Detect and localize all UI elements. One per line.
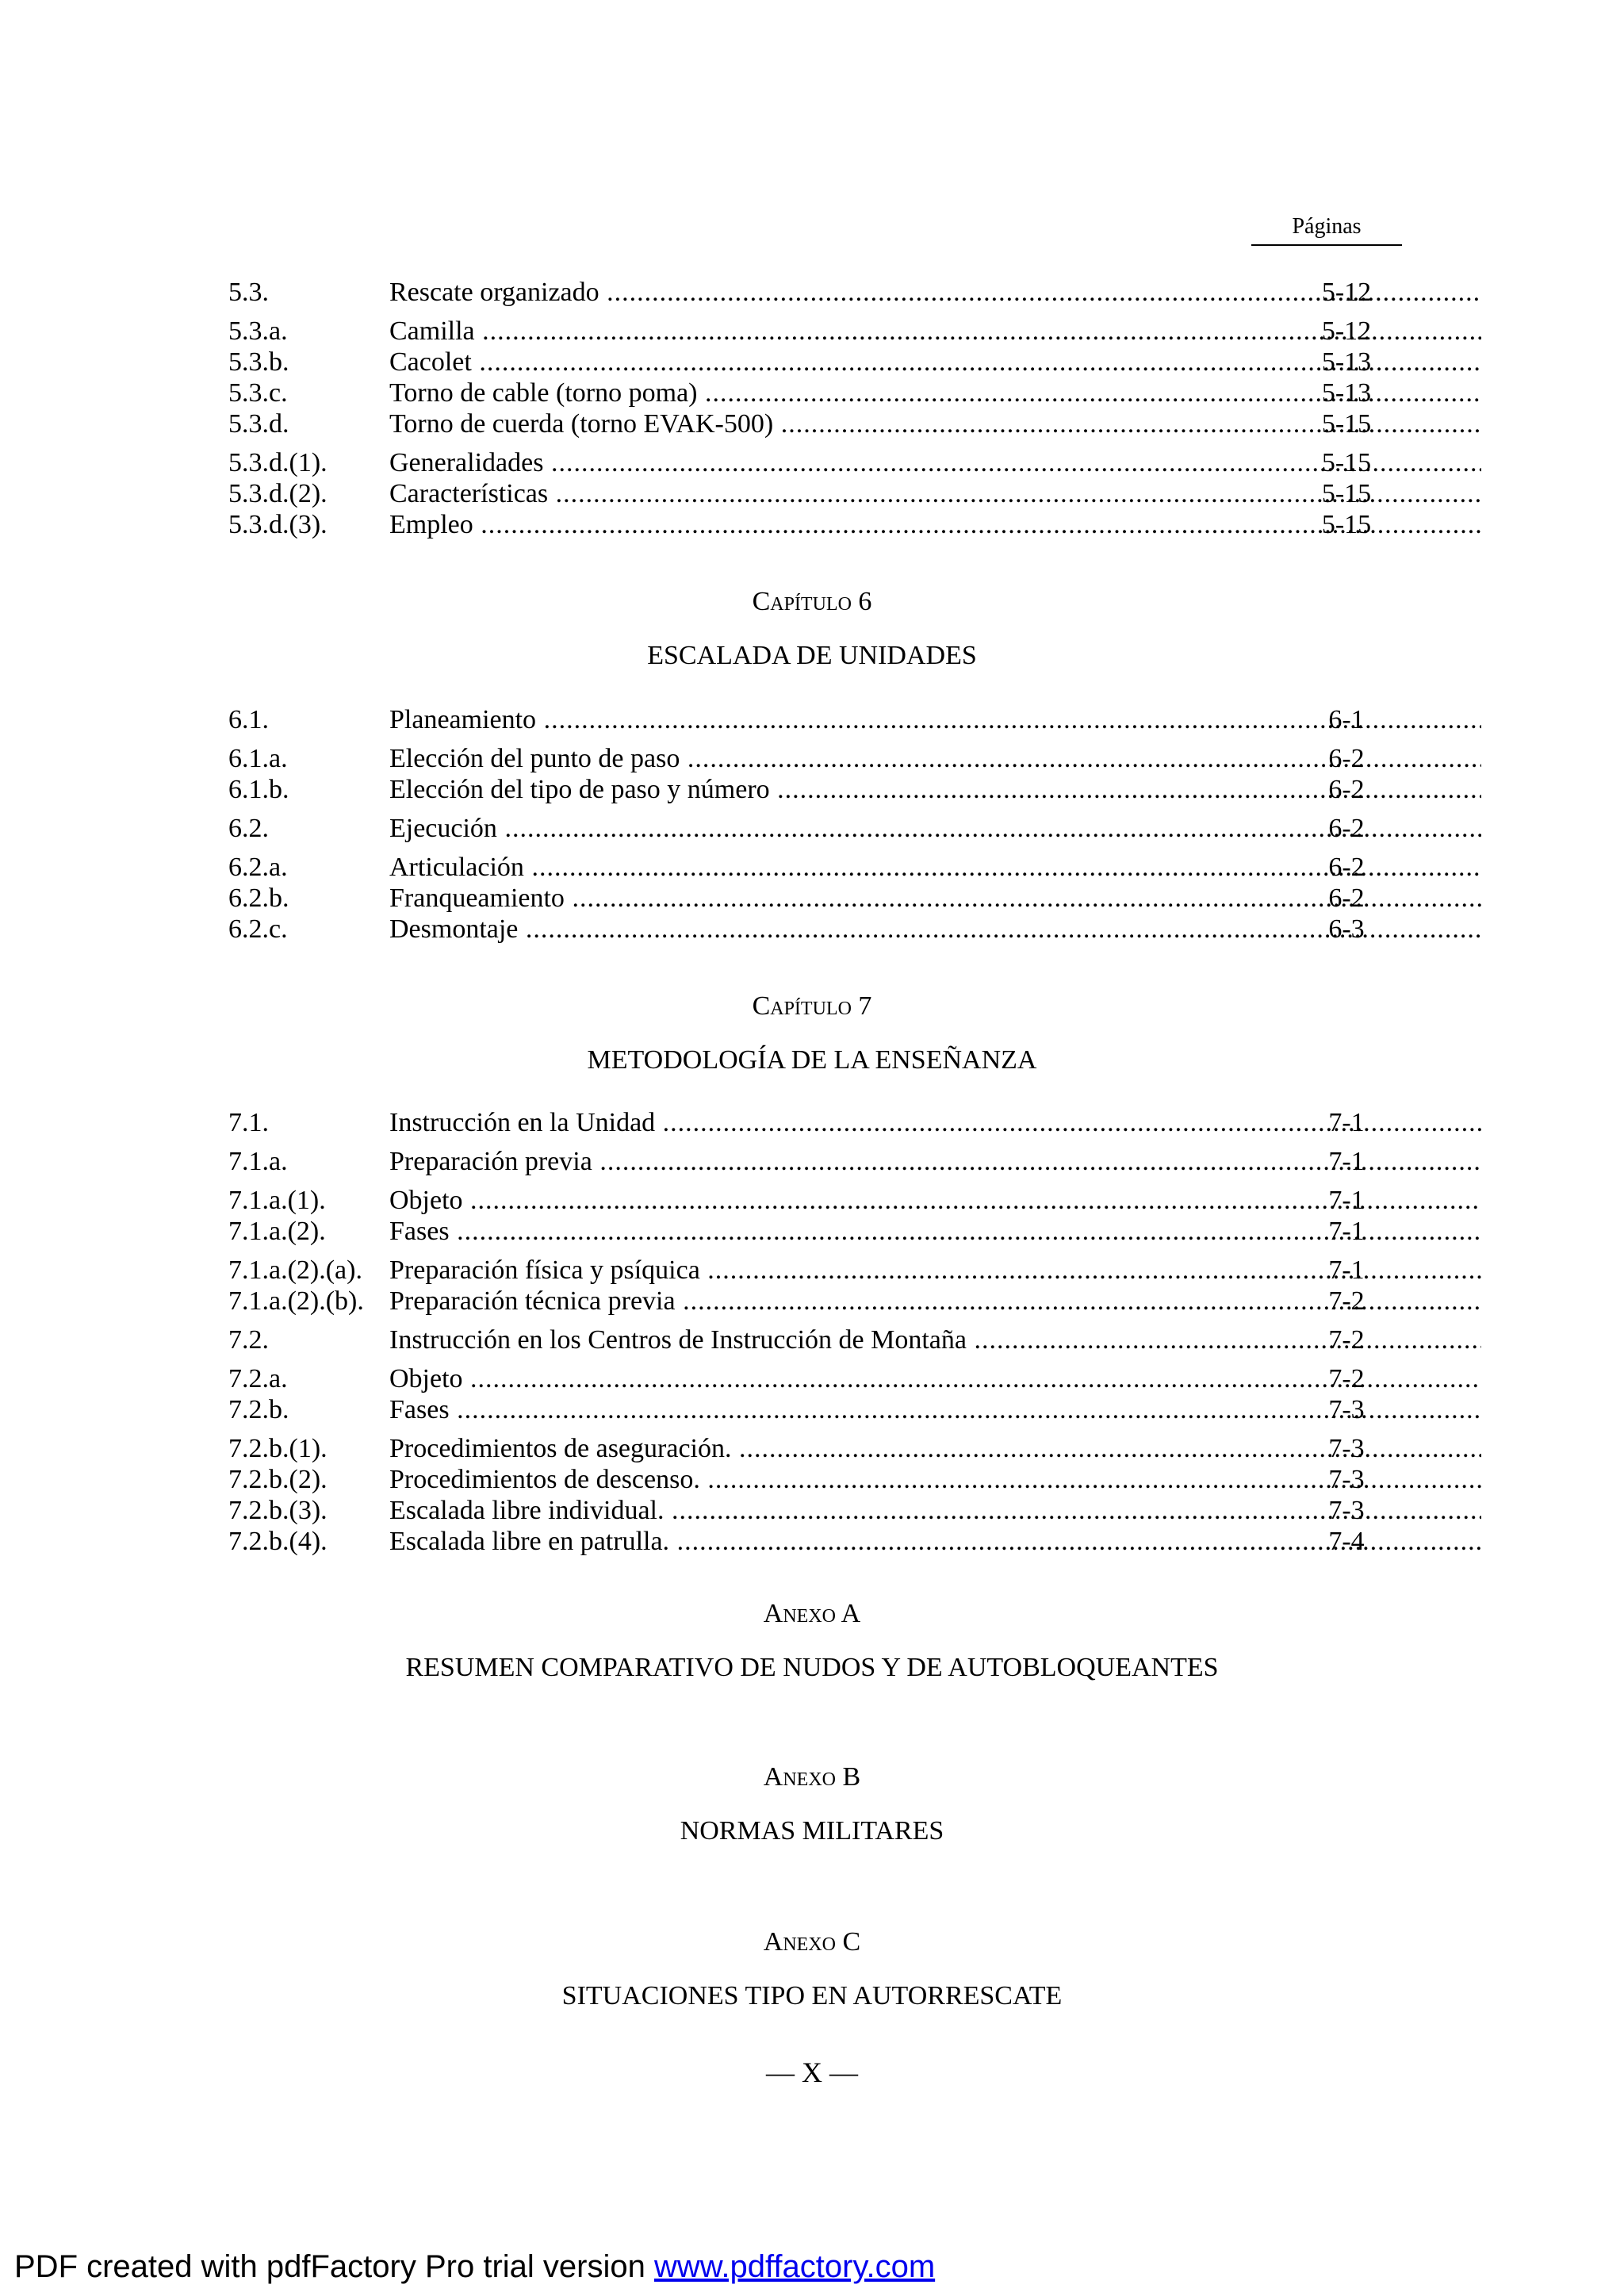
entry-page: 5-15 — [1321, 409, 1372, 439]
entry-page: 5-15 — [1321, 479, 1372, 508]
entry-title: Objeto ..... — [389, 1185, 1481, 1216]
entry-title: Fases ..... — [389, 1216, 1481, 1247]
entry-title: Preparación técnica previa ..... — [389, 1286, 1481, 1317]
entry-page: 7-3 — [1328, 1434, 1365, 1463]
entry-number: 5.3.c. — [228, 378, 288, 408]
toc-entry — [228, 1255, 1378, 1286]
entry-page: 6-2 — [1328, 744, 1365, 773]
entry-page: 7-4 — [1328, 1527, 1365, 1556]
entry-title: Generalidades ..... — [389, 447, 1481, 478]
entry-page: 7-1 — [1328, 1186, 1365, 1215]
toc-entry — [228, 478, 1378, 509]
entry-number: 6.1.b. — [228, 775, 289, 804]
entry-title: Escalada libre en patrulla. ..... — [389, 1526, 1481, 1557]
entry-page: 5-12 — [1321, 278, 1372, 307]
entry-number: 6.2.c. — [228, 914, 288, 944]
toc-block-5 — [228, 277, 1378, 540]
toc-entry — [228, 1526, 1378, 1557]
toc-entry — [228, 1185, 1378, 1216]
entry-title: Elección del tipo de paso y número ..... — [389, 774, 1481, 805]
entry-number: 5.3.b. — [228, 347, 289, 377]
toc-entry — [228, 1216, 1378, 1247]
toc-entry — [228, 1464, 1378, 1495]
entry-number: 7.1.a.(2). — [228, 1217, 326, 1246]
toc-entry — [228, 852, 1378, 883]
annex-title: NORMAS MILITARES — [680, 1816, 944, 1846]
toc-entry — [228, 813, 1378, 844]
toc-block-7 — [228, 1107, 1378, 1557]
entry-title: Preparación física y psíquica ..... — [389, 1255, 1481, 1286]
entry-number: 5.3. — [228, 278, 269, 307]
entry-number: 7.1.a.(2).(a). — [228, 1255, 362, 1285]
footer-text: PDF created with pdfFactory Pro trial version — [14, 2249, 654, 2284]
chapter-title: METODOLOGÍA DE LA ENSEÑANZA — [587, 1045, 1037, 1075]
entry-number: 7.2.b.(4). — [228, 1527, 327, 1556]
entry-number: 5.3.a. — [228, 316, 288, 346]
entry-number: 5.3.d. — [228, 409, 289, 439]
pdf-footer — [14, 2249, 935, 2285]
entry-number: 7.2.b.(2). — [228, 1465, 327, 1494]
entry-title: Planeamiento ..... — [389, 704, 1481, 735]
chapter-title: ESCALADA DE UNIDADES — [647, 641, 977, 670]
entry-page: 5-15 — [1321, 510, 1372, 539]
toc-entry — [228, 408, 1378, 439]
entry-page: 6-2 — [1328, 814, 1365, 843]
entry-title: Cacolet ..... — [389, 347, 1481, 378]
entry-page: 7-1 — [1328, 1147, 1365, 1176]
entry-page: 7-3 — [1328, 1465, 1365, 1494]
entry-title: Instrucción en los Centros de Instrucción de Montaña ..... — [389, 1324, 1481, 1355]
entry-title: Camilla ..... — [389, 316, 1481, 347]
entry-title: Torno de cuerda (torno EVAK-500) ..... — [389, 408, 1481, 439]
footer-link[interactable]: www.pdffactory.com — [653, 2249, 936, 2284]
entry-title: Rescate organizado ..... — [389, 277, 1481, 308]
entry-title: Empleo ..... — [389, 509, 1481, 540]
entry-number: 7.1.a.(1). — [228, 1186, 326, 1215]
entry-number: 6.2.a. — [228, 853, 288, 882]
entry-number: 7.2. — [228, 1325, 269, 1355]
entry-page: 7-2 — [1328, 1325, 1365, 1355]
annex-title: SITUACIONES TIPO EN AUTORRESCATE — [561, 1981, 1063, 2010]
entry-page: 7-1 — [1328, 1217, 1365, 1246]
annex-label: Anexo B — [763, 1762, 861, 1792]
entry-title: Franqueamiento ..... — [389, 883, 1481, 914]
entry-number: 7.2.b. — [228, 1395, 289, 1424]
toc-entry — [228, 1495, 1378, 1526]
entry-number: 7.2.a. — [228, 1364, 288, 1393]
entry-title: Torno de cable (torno poma) ..... — [389, 378, 1481, 408]
entry-number: 7.1.a. — [228, 1147, 288, 1176]
toc-entry — [228, 743, 1378, 774]
entry-number: 7.2.b.(3). — [228, 1496, 327, 1525]
entry-title: Objeto ..... — [389, 1363, 1481, 1394]
entry-number: 7.1.a.(2).(b). — [228, 1286, 364, 1316]
entry-page: 5-13 — [1321, 347, 1372, 377]
annex-title: RESUMEN COMPARATIVO DE NUDOS Y DE AUTOBLOQUEANTES — [405, 1653, 1219, 1682]
entry-title: Procedimientos de aseguración. ..... — [389, 1433, 1481, 1464]
entry-title: Instrucción en la Unidad ..... — [389, 1107, 1481, 1138]
annex-label: Anexo A — [763, 1599, 861, 1628]
entry-page: 7-2 — [1328, 1364, 1365, 1393]
entry-title: Articulación ..... — [389, 852, 1481, 883]
annex-label: Anexo C — [763, 1927, 861, 1957]
toc-entry — [228, 1394, 1378, 1425]
toc-block-6 — [228, 704, 1378, 945]
entry-number: 6.1. — [228, 705, 269, 734]
entry-page: 5-13 — [1321, 378, 1372, 408]
entry-number: 6.2. — [228, 814, 269, 843]
entry-title: Escalada libre individual. ..... — [389, 1495, 1481, 1526]
entry-page: 6-2 — [1328, 775, 1365, 804]
toc-entry — [228, 1286, 1378, 1317]
entry-number: 7.2.b.(1). — [228, 1434, 327, 1463]
entry-page: 5-12 — [1321, 316, 1372, 346]
toc-entry — [228, 447, 1378, 478]
toc-entry — [228, 1363, 1378, 1394]
chapter-label: Capítulo 7 — [752, 991, 872, 1021]
paginas-header: Páginas — [1251, 214, 1402, 246]
toc-entry — [228, 509, 1378, 540]
toc-entry — [228, 277, 1378, 308]
toc-entry — [228, 1324, 1378, 1355]
toc-entry — [228, 704, 1378, 735]
toc-entry — [228, 316, 1378, 347]
toc-entry — [228, 1107, 1378, 1138]
toc-entry — [228, 914, 1378, 945]
entry-title: Ejecución ..... — [389, 813, 1481, 844]
entry-page: 6-2 — [1328, 853, 1365, 882]
entry-title: Preparación previa ..... — [389, 1146, 1481, 1177]
toc-entry — [228, 1146, 1378, 1177]
entry-page: 5-15 — [1321, 448, 1372, 477]
toc-entry — [228, 883, 1378, 914]
toc-entry — [228, 378, 1378, 408]
chapter-label: Capítulo 6 — [752, 587, 872, 616]
entry-title: Desmontaje ..... — [389, 914, 1481, 945]
entry-page: 6-1 — [1328, 705, 1365, 734]
entry-number: 7.1. — [228, 1108, 269, 1137]
entry-title: Fases ..... — [389, 1394, 1481, 1425]
entry-page: 7-3 — [1328, 1395, 1365, 1424]
toc-entry — [228, 1433, 1378, 1464]
entry-title: Elección del punto de paso ..... — [389, 743, 1481, 774]
page-number: — X — — [766, 2056, 858, 2088]
entry-page: 7-3 — [1328, 1496, 1365, 1525]
entry-title: Características ..... — [389, 478, 1481, 509]
entry-page: 6-3 — [1328, 914, 1365, 944]
entry-page: 7-2 — [1328, 1286, 1365, 1316]
entry-number: 5.3.d.(3). — [228, 510, 327, 539]
entry-page: 7-1 — [1328, 1108, 1365, 1137]
toc-entry — [228, 774, 1378, 805]
toc-entry — [228, 347, 1378, 378]
entry-number: 6.2.b. — [228, 884, 289, 913]
entry-page: 7-1 — [1328, 1255, 1365, 1285]
entry-number: 6.1.a. — [228, 744, 288, 773]
entry-page: 6-2 — [1328, 884, 1365, 913]
entry-number: 5.3.d.(2). — [228, 479, 327, 508]
entry-number: 5.3.d.(1). — [228, 448, 327, 477]
entry-title: Procedimientos de descenso. ..... — [389, 1464, 1481, 1495]
